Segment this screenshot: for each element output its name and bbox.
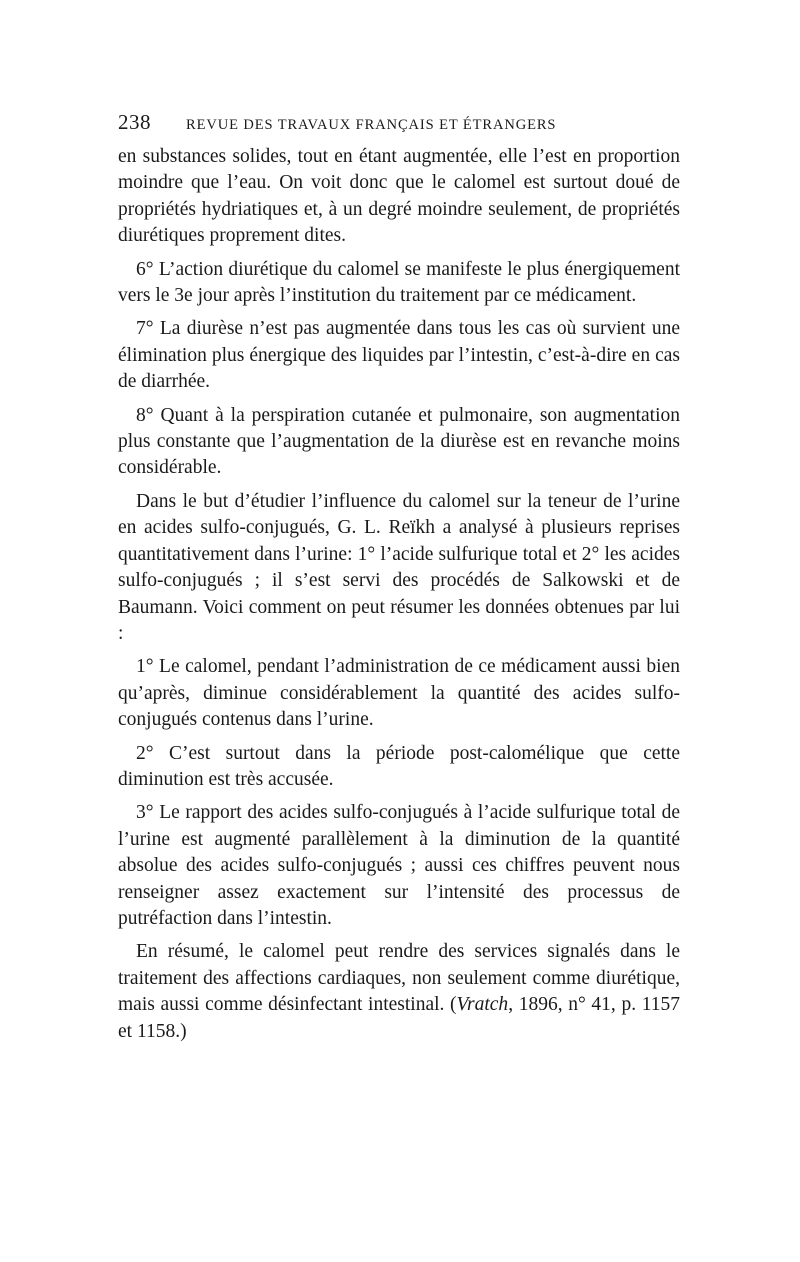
page-number: 238 bbox=[118, 110, 151, 134]
paragraph-result-2: 2° C’est surtout dans la période post-calomélique que cette diminution est très accusée. bbox=[118, 742, 680, 790]
reference-open: ( bbox=[444, 994, 457, 1016]
reference-journal: Vratch bbox=[456, 994, 509, 1016]
paragraph-continuation: en substances solides, tout en étant augmentée, elle l’est en proportion moindre que l’eau. On voit donc que le calomel est surtout doué de propriétés hydriatiques et, à un degré moindre seulement, de propriétés diurétiques proprement dites. bbox=[118, 146, 680, 247]
body-text bbox=[118, 144, 680, 1045]
conclusion-text: En résumé, le calomel peut rendre des services signalés dans le traitement des affections cardiaques, non seulement comme diurétique, mais aussi comme désinfectant intestinal. bbox=[118, 941, 680, 1016]
reference-details: , 1896, n° 41, p. 1157 et 1158.) bbox=[118, 994, 681, 1042]
paragraph-conclusion bbox=[118, 939, 680, 1045]
paragraph-point-6: 6° L’action diurétique du calomel se manifeste le plus énergiquement vers le 3e jour après l’institution du traitement par ce médicament. bbox=[118, 258, 680, 307]
document-page bbox=[118, 110, 680, 1052]
running-head: REVUE DES TRAVAUX FRANÇAIS ET ÉTRANGERS bbox=[186, 117, 557, 133]
paragraph-point-8: 8° Quant à la perspiration cutanée et pulmonaire, son augmentation plus constante que l’augmentation de la diurèse est en revanche moins considérable. bbox=[118, 404, 680, 479]
paragraph-reikh-study: Dans le but d’étudier l’influence du calomel sur la teneur de l’urine en acides sulfo-conjugués, G. L. Reïkh a analysé à plusieurs reprises quantitativement dans l’urine: 1° l’acide sulfurique total et 2° les acides sulfo-conjugués ; il s’est servi des procédés de Salkowski et de Baumann. Voici comment on peut résumer les données obtenues par lui : bbox=[118, 490, 680, 644]
paragraph-point-7: 7° La diurèse n’est pas augmentée dans tous les cas où survient une élimination plus énergique des liquides par l’intestin, c’est-à-dire en cas de diarrhée. bbox=[118, 318, 680, 393]
paragraph-result-1: 1° Le calomel, pendant l’administration de ce médicament aussi bien qu’après, diminue considérablement la quantité des acides sulfo-conjugués contenus dans l’urine. bbox=[118, 656, 680, 731]
page-header bbox=[118, 110, 680, 144]
paragraph-result-3: 3° Le rapport des acides sulfo-conjugués à l’acide sulfurique total de l’urine est augmenté parallèlement à la diminution de la quantité absolue des acides sulfo-conjugués ; aussi ces chiffres peuvent nous renseigner assez exactement sur l’intensité des processus de putréfaction dans l’intestin. bbox=[118, 802, 680, 929]
